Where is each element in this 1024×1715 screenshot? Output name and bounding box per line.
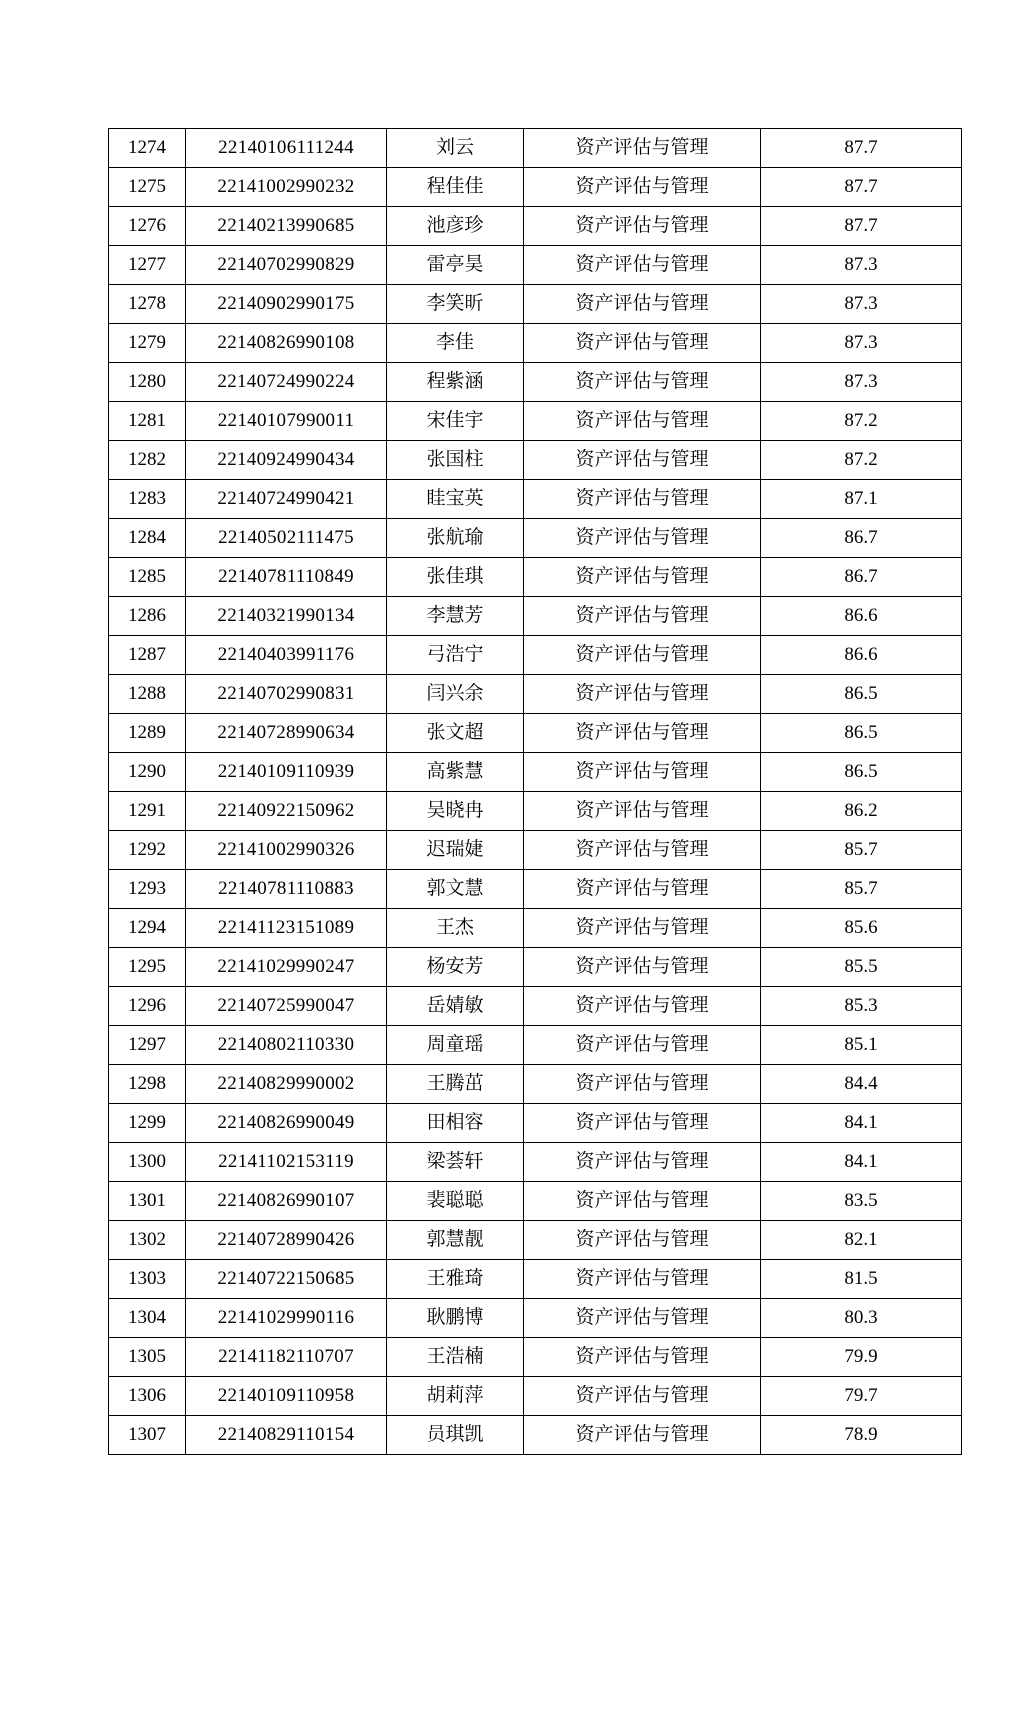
cell-rank: 1275	[109, 168, 186, 207]
table-row	[109, 870, 962, 909]
cell-rank: 1277	[109, 246, 186, 285]
cell-name: 雷亭昊	[387, 246, 524, 285]
cell-exam-id: 22140702990831	[186, 675, 387, 714]
cell-score: 87.1	[761, 480, 962, 519]
cell-exam-id: 22140829990002	[186, 1065, 387, 1104]
cell-score: 85.1	[761, 1026, 962, 1065]
cell-name: 池彦珍	[387, 207, 524, 246]
cell-score: 87.7	[761, 207, 962, 246]
cell-major: 资产评估与管理	[524, 870, 761, 909]
cell-name: 迟瑞婕	[387, 831, 524, 870]
cell-score: 86.7	[761, 519, 962, 558]
cell-rank: 1281	[109, 402, 186, 441]
cell-major: 资产评估与管理	[524, 519, 761, 558]
cell-score: 79.9	[761, 1338, 962, 1377]
cell-name: 程紫涵	[387, 363, 524, 402]
cell-score: 86.5	[761, 714, 962, 753]
cell-score: 87.3	[761, 246, 962, 285]
cell-rank: 1288	[109, 675, 186, 714]
cell-rank: 1293	[109, 870, 186, 909]
cell-exam-id: 22140922150962	[186, 792, 387, 831]
cell-exam-id: 22141002990326	[186, 831, 387, 870]
cell-major: 资产评估与管理	[524, 324, 761, 363]
cell-major: 资产评估与管理	[524, 987, 761, 1026]
table-row	[109, 753, 962, 792]
table-row	[109, 1065, 962, 1104]
cell-major: 资产评估与管理	[524, 597, 761, 636]
table-row	[109, 441, 962, 480]
cell-exam-id: 22140826990049	[186, 1104, 387, 1143]
cell-name: 梁荟轩	[387, 1143, 524, 1182]
cell-name: 王杰	[387, 909, 524, 948]
cell-major: 资产评估与管理	[524, 246, 761, 285]
cell-exam-id: 22141002990232	[186, 168, 387, 207]
cell-score: 79.7	[761, 1377, 962, 1416]
cell-name: 李慧芳	[387, 597, 524, 636]
cell-name: 岳婧敏	[387, 987, 524, 1026]
cell-major: 资产评估与管理	[524, 909, 761, 948]
cell-rank: 1298	[109, 1065, 186, 1104]
cell-rank: 1276	[109, 207, 186, 246]
cell-rank: 1286	[109, 597, 186, 636]
cell-score: 84.4	[761, 1065, 962, 1104]
cell-rank: 1306	[109, 1377, 186, 1416]
cell-name: 宋佳宇	[387, 402, 524, 441]
table-row	[109, 909, 962, 948]
cell-exam-id: 22140403991176	[186, 636, 387, 675]
cell-name: 张文超	[387, 714, 524, 753]
cell-score: 80.3	[761, 1299, 962, 1338]
table-row	[109, 285, 962, 324]
cell-rank: 1285	[109, 558, 186, 597]
cell-exam-id: 22140724990421	[186, 480, 387, 519]
cell-score: 86.6	[761, 597, 962, 636]
cell-score: 87.7	[761, 129, 962, 168]
table-row	[109, 792, 962, 831]
table-row	[109, 1104, 962, 1143]
cell-name: 眭宝英	[387, 480, 524, 519]
cell-major: 资产评估与管理	[524, 1260, 761, 1299]
cell-exam-id: 22141102153119	[186, 1143, 387, 1182]
cell-major: 资产评估与管理	[524, 636, 761, 675]
table-row	[109, 1182, 962, 1221]
cell-score: 84.1	[761, 1104, 962, 1143]
cell-rank: 1294	[109, 909, 186, 948]
cell-major: 资产评估与管理	[524, 714, 761, 753]
cell-rank: 1290	[109, 753, 186, 792]
cell-rank: 1283	[109, 480, 186, 519]
cell-score: 85.5	[761, 948, 962, 987]
table-row	[109, 168, 962, 207]
cell-exam-id: 22140725990047	[186, 987, 387, 1026]
cell-score: 86.5	[761, 675, 962, 714]
cell-rank: 1307	[109, 1416, 186, 1455]
cell-rank: 1292	[109, 831, 186, 870]
cell-exam-id: 22140802110330	[186, 1026, 387, 1065]
cell-rank: 1303	[109, 1260, 186, 1299]
cell-rank: 1302	[109, 1221, 186, 1260]
table-row	[109, 1026, 962, 1065]
cell-score: 87.3	[761, 363, 962, 402]
cell-exam-id: 22140106111244	[186, 129, 387, 168]
cell-exam-id: 22140728990426	[186, 1221, 387, 1260]
cell-exam-id: 22140781110883	[186, 870, 387, 909]
cell-exam-id: 22140728990634	[186, 714, 387, 753]
cell-rank: 1287	[109, 636, 186, 675]
cell-exam-id: 22140109110958	[186, 1377, 387, 1416]
cell-score: 86.7	[761, 558, 962, 597]
cell-major: 资产评估与管理	[524, 1182, 761, 1221]
cell-score: 87.2	[761, 441, 962, 480]
cell-exam-id: 22141182110707	[186, 1338, 387, 1377]
table-row	[109, 1338, 962, 1377]
cell-exam-id: 22140109110939	[186, 753, 387, 792]
cell-score: 82.1	[761, 1221, 962, 1260]
cell-exam-id: 22140826990108	[186, 324, 387, 363]
cell-major: 资产评估与管理	[524, 1104, 761, 1143]
cell-exam-id: 22140724990224	[186, 363, 387, 402]
cell-exam-id: 22140902990175	[186, 285, 387, 324]
cell-name: 张佳琪	[387, 558, 524, 597]
cell-score: 87.3	[761, 285, 962, 324]
cell-exam-id: 22140722150685	[186, 1260, 387, 1299]
table-row	[109, 363, 962, 402]
cell-score: 83.5	[761, 1182, 962, 1221]
table-row	[109, 1260, 962, 1299]
cell-rank: 1301	[109, 1182, 186, 1221]
cell-score: 85.7	[761, 870, 962, 909]
cell-major: 资产评估与管理	[524, 129, 761, 168]
cell-major: 资产评估与管理	[524, 675, 761, 714]
cell-score: 85.7	[761, 831, 962, 870]
cell-rank: 1297	[109, 1026, 186, 1065]
cell-rank: 1284	[109, 519, 186, 558]
table-row	[109, 987, 962, 1026]
cell-rank: 1291	[109, 792, 186, 831]
cell-major: 资产评估与管理	[524, 480, 761, 519]
cell-rank: 1274	[109, 129, 186, 168]
cell-major: 资产评估与管理	[524, 753, 761, 792]
cell-name: 田相容	[387, 1104, 524, 1143]
table-row	[109, 402, 962, 441]
cell-rank: 1296	[109, 987, 186, 1026]
table-row	[109, 1221, 962, 1260]
table-row	[109, 597, 962, 636]
cell-major: 资产评估与管理	[524, 441, 761, 480]
cell-name: 郭文慧	[387, 870, 524, 909]
cell-major: 资产评估与管理	[524, 1065, 761, 1104]
cell-major: 资产评估与管理	[524, 168, 761, 207]
cell-name: 王腾茁	[387, 1065, 524, 1104]
cell-major: 资产评估与管理	[524, 792, 761, 831]
cell-exam-id: 22140502111475	[186, 519, 387, 558]
cell-name: 闫兴余	[387, 675, 524, 714]
table-row	[109, 714, 962, 753]
cell-rank: 1304	[109, 1299, 186, 1338]
table-row	[109, 1299, 962, 1338]
cell-name: 裴聪聪	[387, 1182, 524, 1221]
cell-rank: 1289	[109, 714, 186, 753]
cell-exam-id: 22141029990116	[186, 1299, 387, 1338]
cell-exam-id: 22140829110154	[186, 1416, 387, 1455]
cell-rank: 1279	[109, 324, 186, 363]
cell-name: 张航瑜	[387, 519, 524, 558]
cell-score: 87.7	[761, 168, 962, 207]
cell-rank: 1280	[109, 363, 186, 402]
score-table-body	[109, 129, 962, 1455]
cell-major: 资产评估与管理	[524, 1221, 761, 1260]
cell-exam-id: 22140213990685	[186, 207, 387, 246]
table-row	[109, 480, 962, 519]
cell-name: 郭慧靓	[387, 1221, 524, 1260]
cell-major: 资产评估与管理	[524, 285, 761, 324]
cell-rank: 1300	[109, 1143, 186, 1182]
cell-major: 资产评估与管理	[524, 948, 761, 987]
cell-major: 资产评估与管理	[524, 1026, 761, 1065]
cell-name: 胡莉萍	[387, 1377, 524, 1416]
table-row	[109, 1143, 962, 1182]
table-row	[109, 675, 962, 714]
cell-name: 周童瑶	[387, 1026, 524, 1065]
cell-major: 资产评估与管理	[524, 402, 761, 441]
table-row	[109, 1416, 962, 1455]
cell-score: 87.2	[761, 402, 962, 441]
cell-score: 86.6	[761, 636, 962, 675]
cell-score: 86.5	[761, 753, 962, 792]
table-row	[109, 519, 962, 558]
cell-name: 李笑昕	[387, 285, 524, 324]
cell-major: 资产评估与管理	[524, 1377, 761, 1416]
cell-rank: 1282	[109, 441, 186, 480]
cell-score: 86.2	[761, 792, 962, 831]
cell-major: 资产评估与管理	[524, 1416, 761, 1455]
cell-major: 资产评估与管理	[524, 831, 761, 870]
cell-major: 资产评估与管理	[524, 1299, 761, 1338]
table-row	[109, 207, 962, 246]
cell-exam-id: 22140107990011	[186, 402, 387, 441]
cell-exam-id: 22141123151089	[186, 909, 387, 948]
cell-name: 杨安芳	[387, 948, 524, 987]
cell-exam-id: 22140781110849	[186, 558, 387, 597]
cell-major: 资产评估与管理	[524, 558, 761, 597]
cell-exam-id: 22140826990107	[186, 1182, 387, 1221]
cell-exam-id: 22140321990134	[186, 597, 387, 636]
cell-name: 耿鹏博	[387, 1299, 524, 1338]
cell-name: 李佳	[387, 324, 524, 363]
cell-rank: 1305	[109, 1338, 186, 1377]
cell-exam-id: 22141029990247	[186, 948, 387, 987]
cell-name: 员琪凯	[387, 1416, 524, 1455]
cell-score: 78.9	[761, 1416, 962, 1455]
cell-name: 程佳佳	[387, 168, 524, 207]
table-row	[109, 1377, 962, 1416]
cell-major: 资产评估与管理	[524, 207, 761, 246]
cell-rank: 1299	[109, 1104, 186, 1143]
cell-major: 资产评估与管理	[524, 1338, 761, 1377]
table-row	[109, 558, 962, 597]
cell-name: 刘云	[387, 129, 524, 168]
cell-score: 85.6	[761, 909, 962, 948]
cell-exam-id: 22140702990829	[186, 246, 387, 285]
table-row	[109, 831, 962, 870]
cell-name: 弓浩宁	[387, 636, 524, 675]
cell-score: 87.3	[761, 324, 962, 363]
cell-major: 资产评估与管理	[524, 1143, 761, 1182]
cell-exam-id: 22140924990434	[186, 441, 387, 480]
cell-name: 高紫慧	[387, 753, 524, 792]
table-row	[109, 948, 962, 987]
cell-name: 张国柱	[387, 441, 524, 480]
cell-score: 84.1	[761, 1143, 962, 1182]
cell-major: 资产评估与管理	[524, 363, 761, 402]
cell-score: 85.3	[761, 987, 962, 1026]
cell-name: 王浩楠	[387, 1338, 524, 1377]
table-row	[109, 129, 962, 168]
table-row	[109, 324, 962, 363]
cell-score: 81.5	[761, 1260, 962, 1299]
cell-name: 吴晓冉	[387, 792, 524, 831]
score-table	[108, 128, 962, 1455]
table-row	[109, 636, 962, 675]
cell-rank: 1295	[109, 948, 186, 987]
cell-rank: 1278	[109, 285, 186, 324]
cell-name: 王雅琦	[387, 1260, 524, 1299]
table-row	[109, 246, 962, 285]
